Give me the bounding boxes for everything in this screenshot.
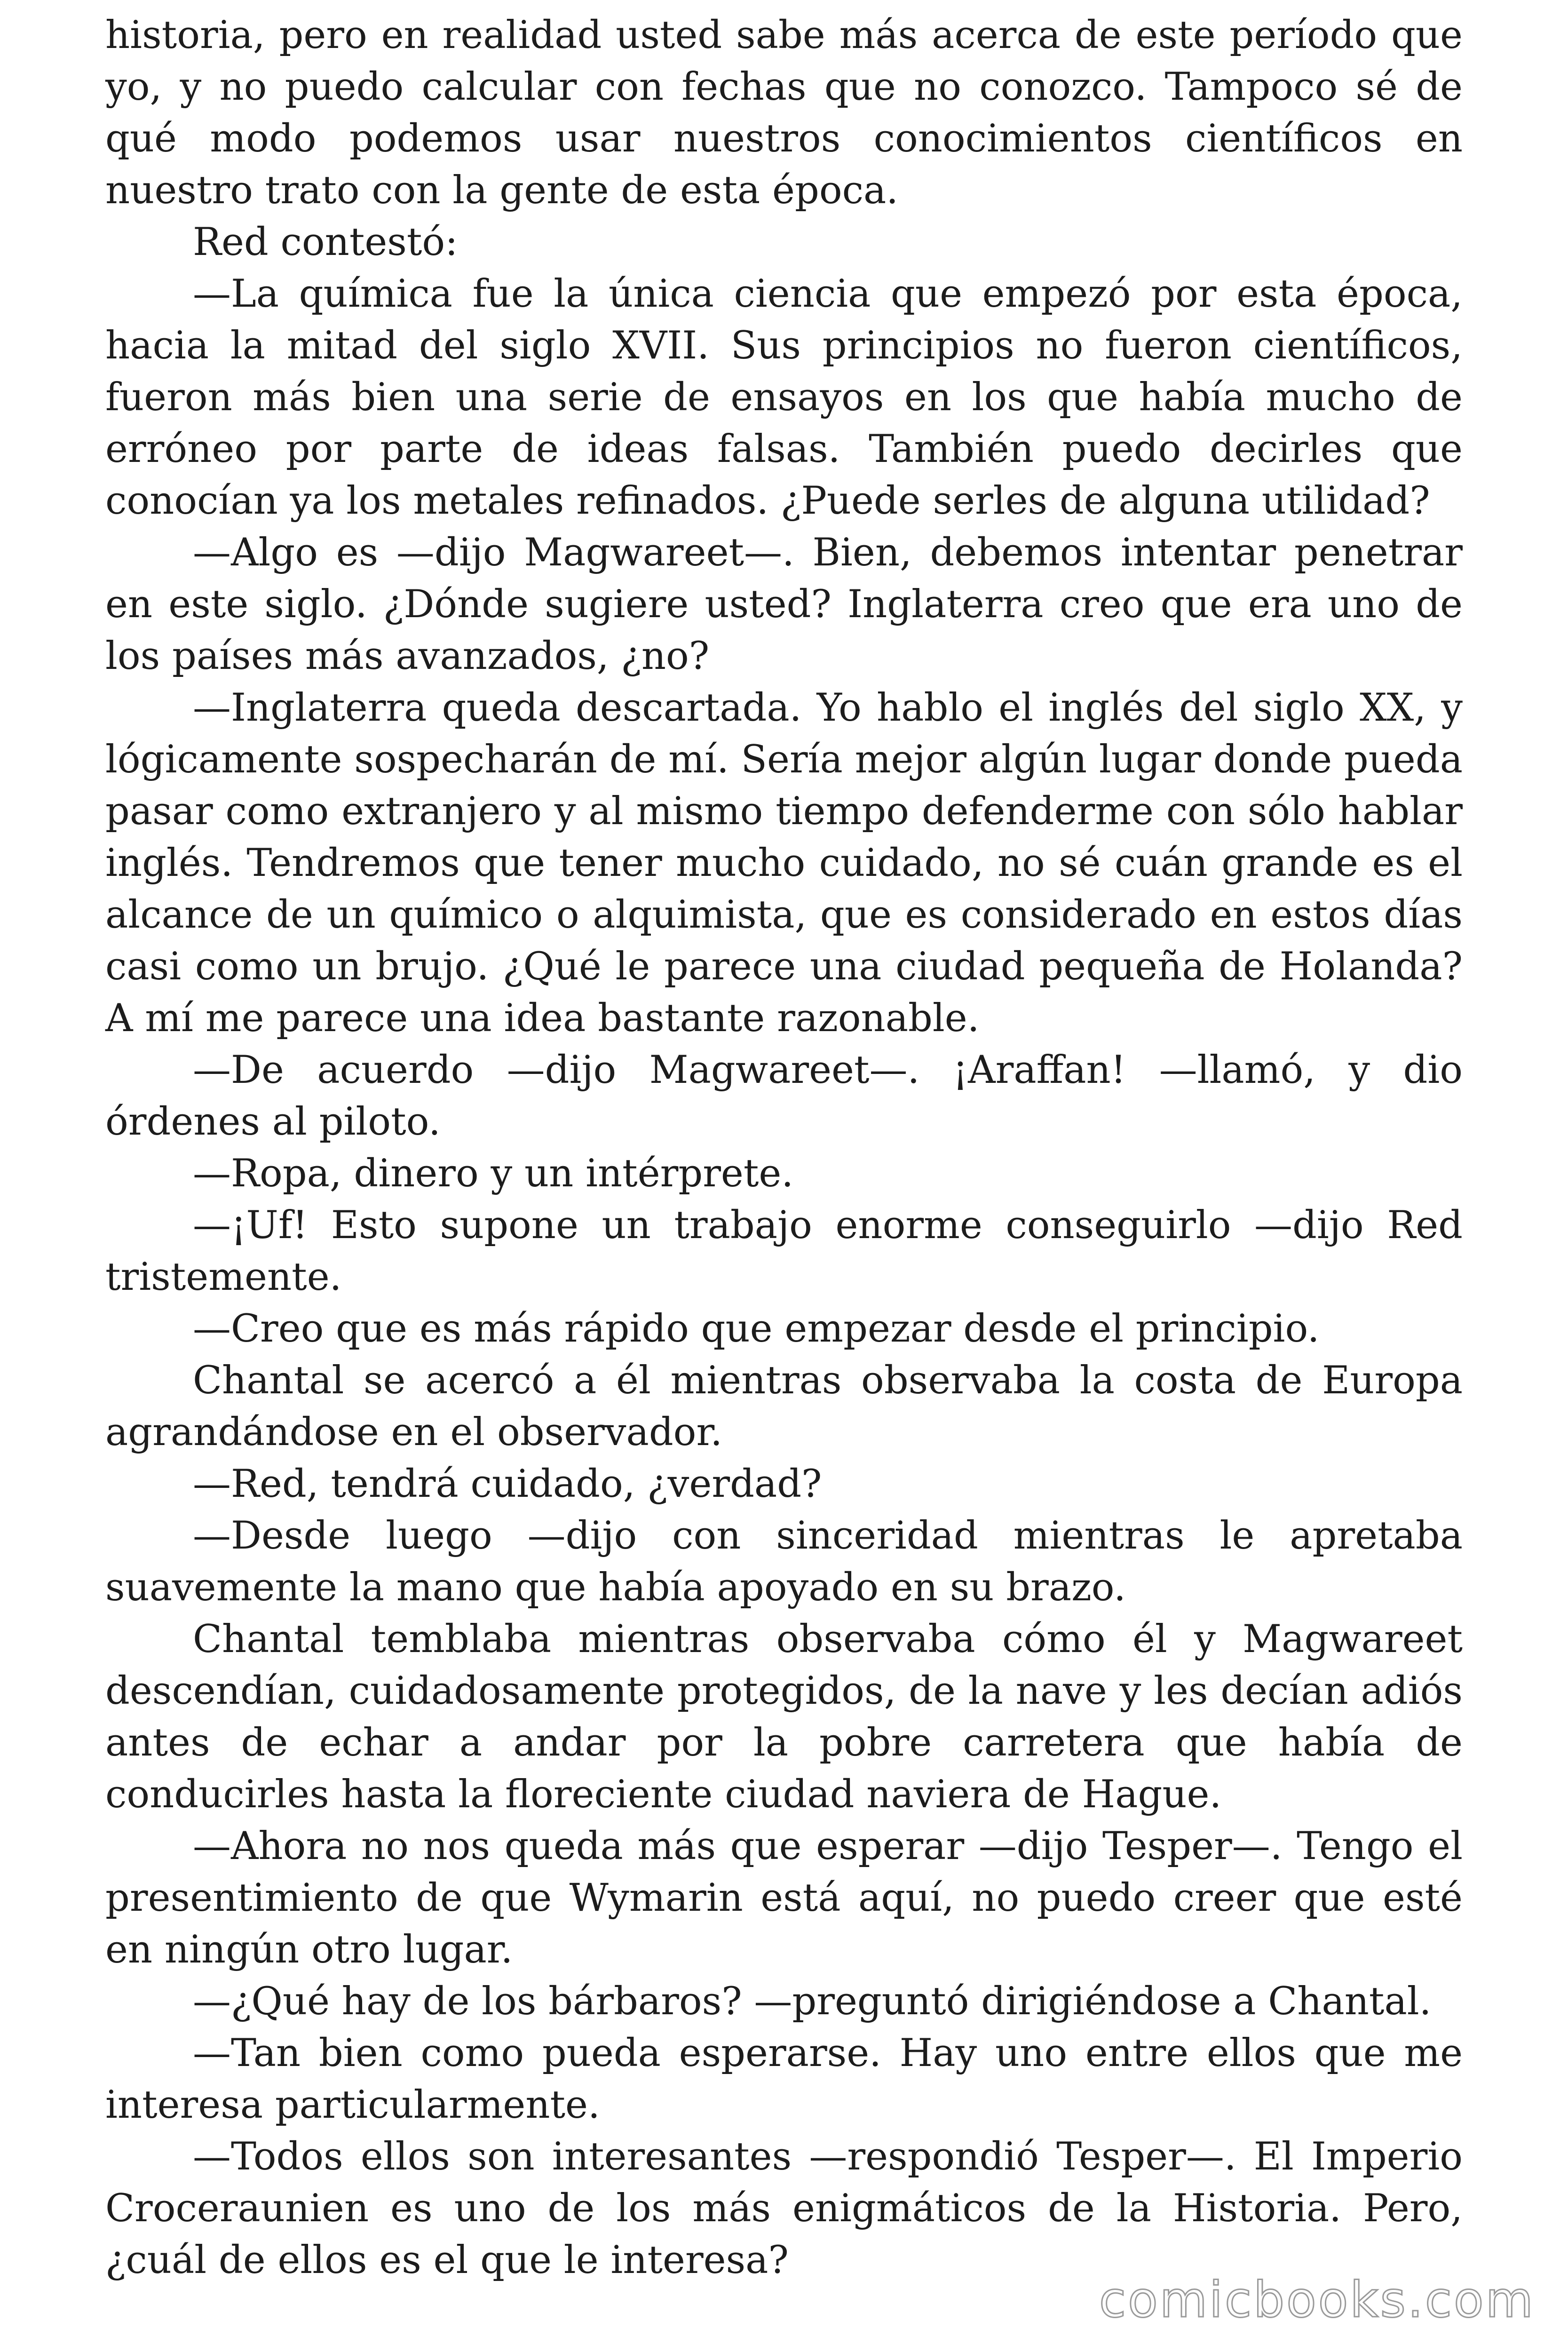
- book-page-text: [105, 9, 1463, 2286]
- paragraph-10: Chantal se acercó a él mientras observaba la costa de Europa agrandándose en el observador.: [105, 1359, 1463, 1454]
- paragraph-2: Red contestó:: [193, 220, 458, 264]
- paragraph-17: —Todos ellos son interesantes —respondió Tesper—. El Imperio Croceraunien es uno de los más enigmáticos de la Historia. Pero, ¿cuál de ellos es el que le interesa?: [105, 2135, 1463, 2282]
- paragraph-11: —Red, tendrá cuidado, ¿verdad?: [193, 1462, 822, 1506]
- paragraph-3: —La química fue la única ciencia que empezó por esta época, hacia la mitad del siglo XVII. Sus principios no fueron científicos, fueron más bien una serie de ensayos en los que había mucho de erróneo por parte de ideas falsas. También puedo decirles que conocían ya los metales refinados. ¿Puede serles de alguna utilidad?: [105, 272, 1463, 523]
- paragraph-16: —Tan bien como pueda esperarse. Hay uno entre ellos que me interesa particularmente.: [105, 2031, 1463, 2127]
- watermark: comicbooks.com: [1099, 2271, 1535, 2328]
- paragraph-15: —¿Qué hay de los bárbaros? —preguntó dirigiéndose a Chantal.: [193, 1979, 1432, 2024]
- paragraph-13: Chantal temblaba mientras observaba cómo él y Magwareet descendían, cuidadosamente protegidos, de la nave y les decían adiós antes de echar a andar por la pobre carretera que había de conducirles hasta la floreciente ciudad naviera de Hague.: [105, 1617, 1463, 1817]
- paragraph-6: —De acuerdo —dijo Magwareet—. ¡Araffan! —llamó, y dio órdenes al piloto.: [105, 1048, 1463, 1144]
- paragraph-7: —Ropa, dinero y un intérprete.: [193, 1152, 794, 1196]
- paragraph-9: —Creo que es más rápido que empezar desde el principio.: [193, 1307, 1320, 1351]
- paragraph-8: —¡Uf! Esto supone un trabajo enorme conseguirlo —dijo Red tristemente.: [105, 1203, 1463, 1299]
- paragraph-14: —Ahora no nos queda más que esperar —dijo Tesper—. Tengo el presentimiento de que Wymarin está aquí, no puedo creer que esté en ningún otro lugar.: [105, 1824, 1463, 1972]
- paragraph-1: historia, pero en realidad usted sabe más acerca de este período que yo, y no puedo calcular con fechas que no conozco. Tampoco sé de qué modo podemos usar nuestros conocimientos científicos en nuestro trato con la gente de esta época.: [105, 13, 1463, 213]
- paragraph-4: —Algo es —dijo Magwareet—. Bien, debemos intentar penetrar en este siglo. ¿Dónde sugiere usted? Inglaterra creo que era uno de los países más avanzados, ¿no?: [105, 531, 1463, 678]
- paragraph-12: —Desde luego —dijo con sinceridad mientras le apretaba suavemente la mano que había apoyado en su brazo.: [105, 1514, 1463, 1610]
- paragraph-5: —Inglaterra queda descartada. Yo hablo el inglés del siglo XX, y lógicamente sospecharán de mí. Sería mejor algún lugar donde pueda pasar como extranjero y al mismo tiempo defenderme con sólo hablar inglés. Tendremos que tener mucho cuidado, no sé cuán grande es el alcance de un químico o alquimista, que es considerado en estos días casi como un brujo. ¿Qué le parece una ciudad pequeña de Holanda? A mí me parece una idea bastante razonable.: [105, 686, 1463, 1041]
